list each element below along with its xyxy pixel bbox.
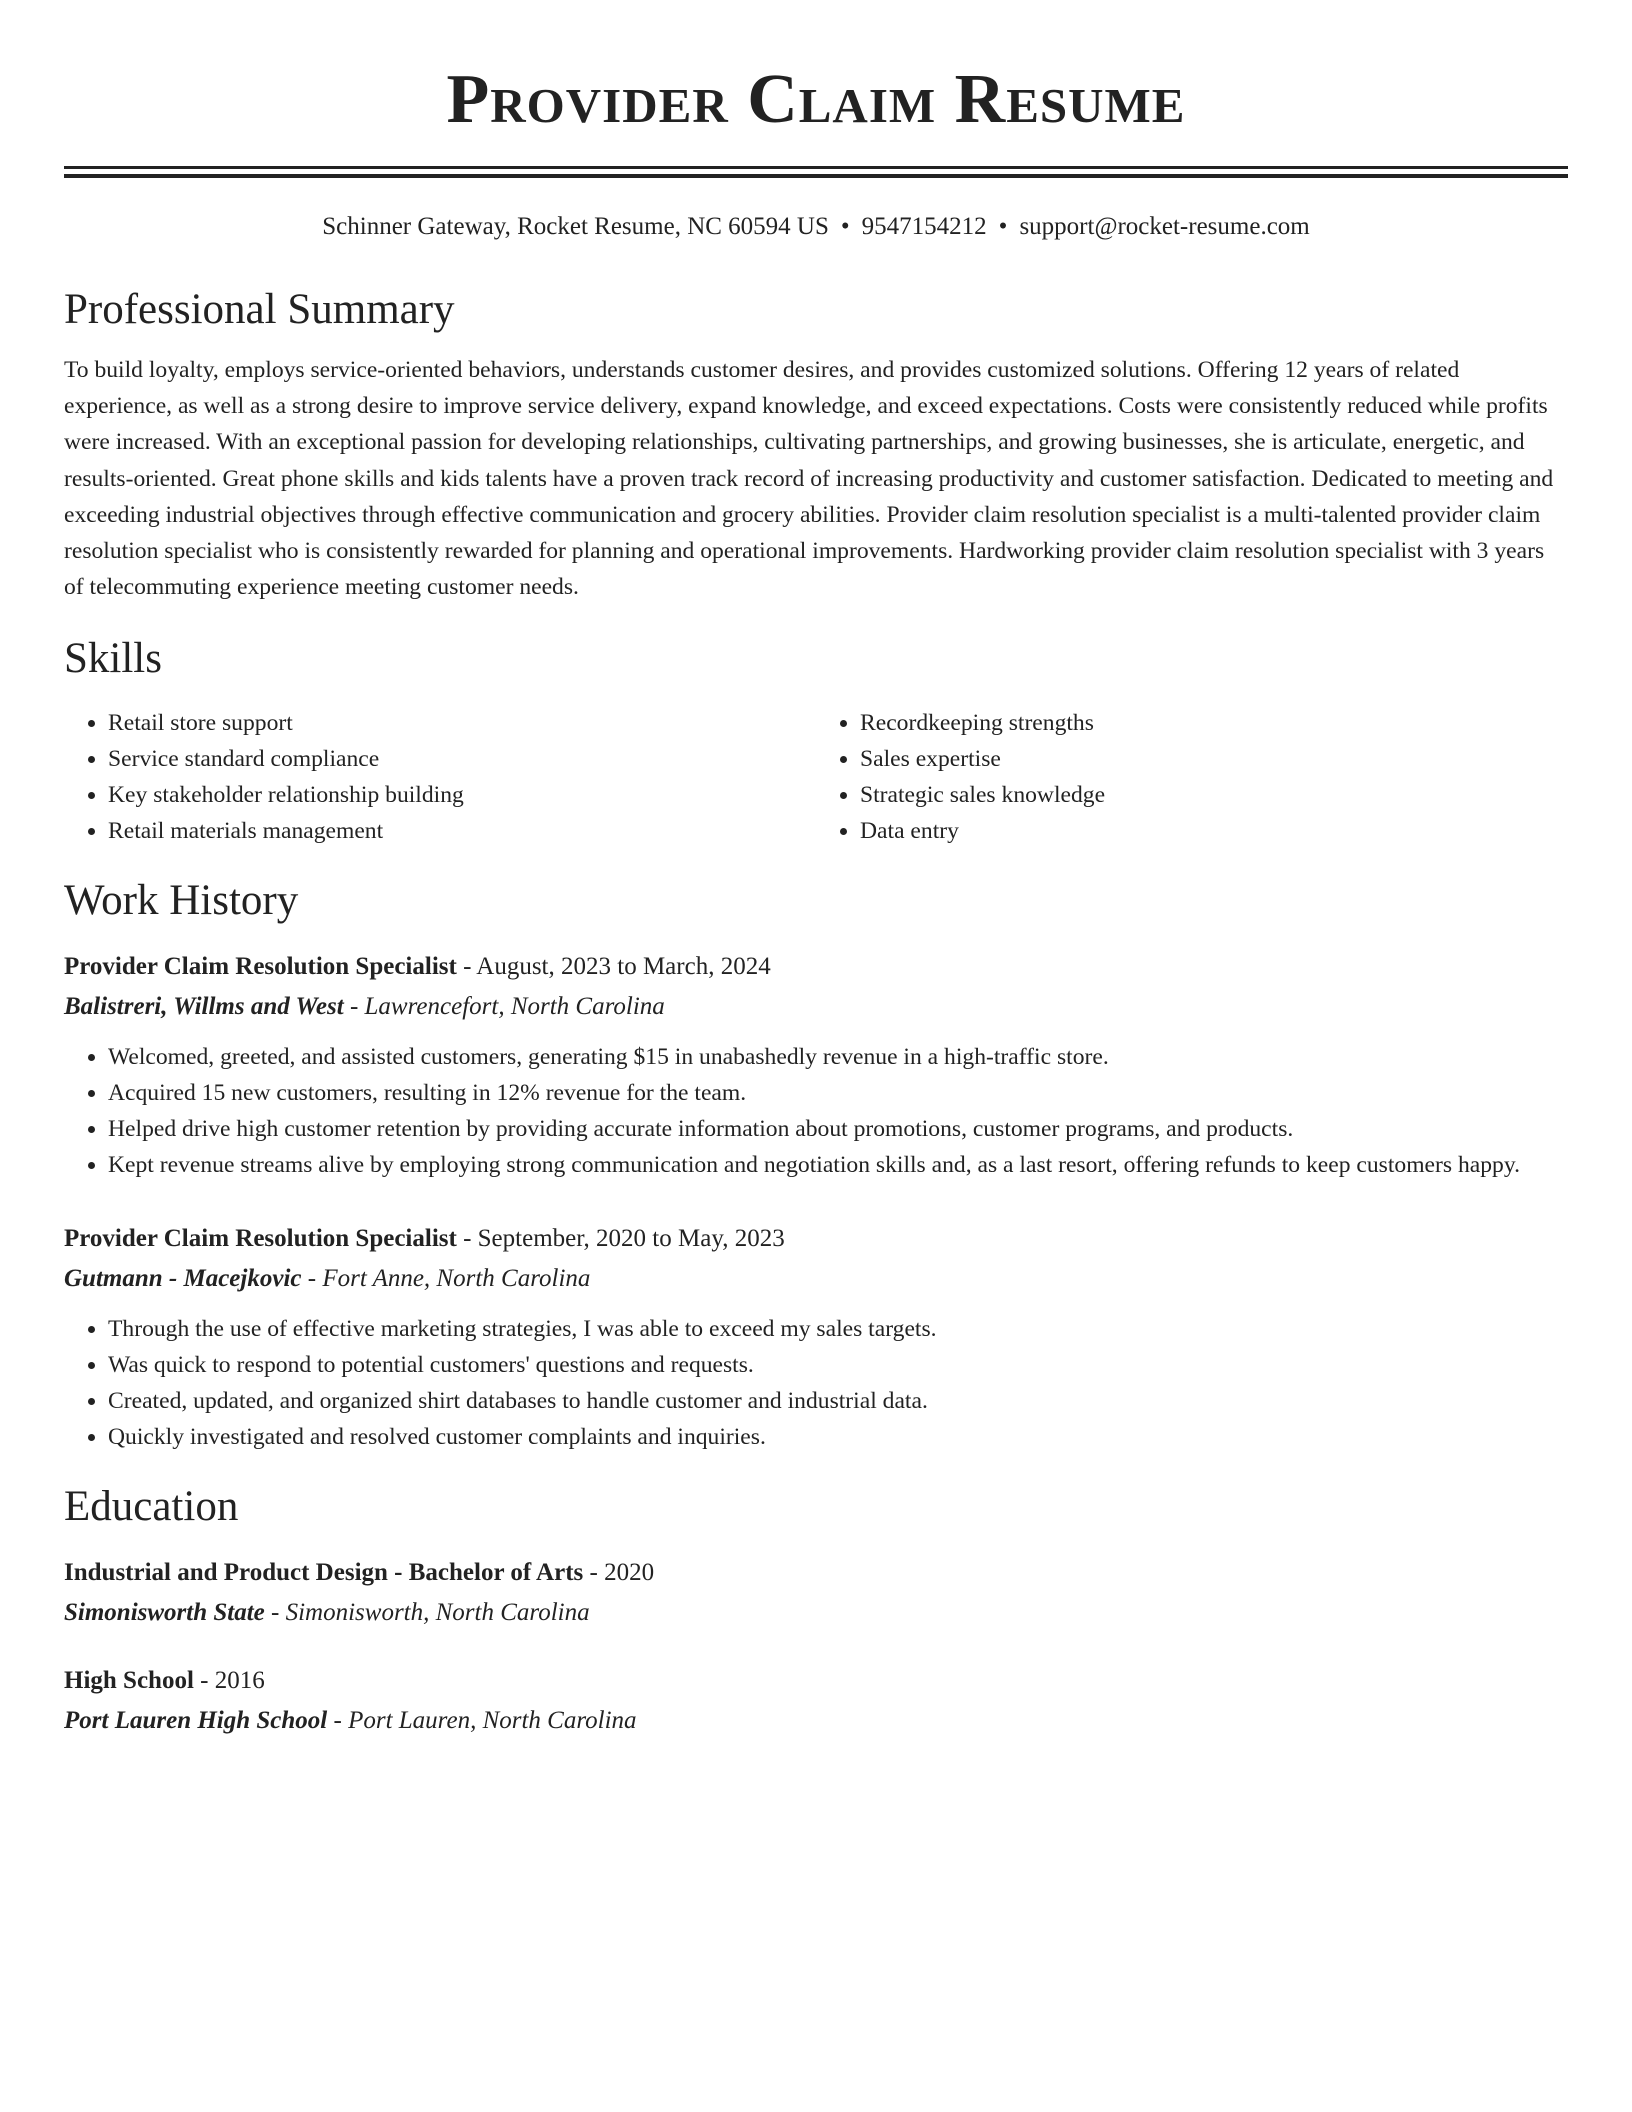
job-dates: - August, 2023 to March, 2024 — [456, 953, 771, 981]
job-bullet-list — [64, 1311, 1568, 1455]
skills-columns — [64, 705, 1568, 849]
job-entry — [64, 949, 1568, 1183]
skills-heading: Skills — [64, 635, 162, 683]
education-degree: High School — [64, 1667, 194, 1695]
education-year: - 2016 — [193, 1667, 265, 1695]
job-bullet: • Was quick to respond to potential customers' questions and requests. — [108, 1347, 1568, 1383]
education-degree-line — [64, 1663, 1568, 1699]
title-double-rule — [64, 166, 1568, 178]
contact-email: support@rocket-resume.com — [1019, 213, 1310, 240]
job-bullet: • Through the use of effective marketing strategies, I was able to exceed my sales targets. — [108, 1311, 1568, 1347]
job-location: - Lawrencefort, North Carolina — [343, 993, 665, 1021]
education-degree-line — [64, 1555, 1568, 1591]
job-location: - Fort Anne, North Carolina — [301, 1265, 591, 1293]
skill-item: • Strategic sales knowledge — [860, 777, 1568, 813]
education-entry — [64, 1555, 1568, 1631]
skill-item: • Retail store support — [108, 705, 816, 741]
job-bullet-list — [64, 1039, 1568, 1183]
skill-item: • Recordkeeping strengths — [860, 705, 1568, 741]
summary-heading: Professional Summary — [64, 286, 455, 333]
education-school: Simonisworth State — [64, 1599, 265, 1627]
contact-separator: • — [998, 213, 1008, 240]
contact-separator: • — [840, 213, 850, 240]
skill-item: • Service standard compliance — [108, 741, 816, 777]
education-degree: Industrial and Product Design - Bachelor of Arts — [64, 1559, 584, 1587]
education-entry — [64, 1663, 1568, 1739]
skills-right-list — [816, 705, 1568, 849]
work-history-heading: Work History — [64, 877, 299, 925]
job-title: Provider Claim Resolution Specialist — [64, 1225, 457, 1253]
job-company: Gutmann - Macejkovic — [64, 1265, 302, 1293]
job-bullet: • Helped drive high customer retention by providing accurate information about promotions, customer programs, and products. — [108, 1111, 1568, 1147]
job-title-line — [64, 1221, 1568, 1257]
job-bullet: • Acquired 15 new customers, resulting in 12% revenue for the team. — [108, 1075, 1568, 1111]
contact-line — [64, 210, 1568, 244]
contact-phone: 9547154212 — [861, 213, 987, 240]
summary-text: To build loyalty, employs service-oriented behaviors, understands customer desires, and provides customized solutions. Offering 12 years of related experience, as well as a strong desire to improve service delivery, expand knowledge, and exceed expectations. Costs were consistently reduced while profits were increased. With an exceptional passion for developing relationships, cultivating partnerships, and growing businesses, she is articulate, energetic, and results-oriented. Great phone skills and kids talents have a proven track record of increasing productivity and customer satisfaction. Dedicated to meeting and exceeding industrial objectives through effective communication and grocery abilities. Provider claim resolution specialist is a multi-talented provider claim resolution specialist who is consistently rewarded for planning and operational improvements. Hardworking provider claim resolution specialist with 3 years of telecommuting experience meeting customer needs. — [64, 357, 1554, 601]
job-bullet: • Quickly investigated and resolved customer complaints and inquiries. — [108, 1419, 1568, 1455]
job-title: Provider Claim Resolution Specialist — [64, 953, 457, 981]
resume-title: Provider Claim Resume — [446, 61, 1186, 138]
job-company-line — [64, 1261, 1568, 1297]
education-location: - Simonisworth, North Carolina — [264, 1599, 590, 1627]
education-heading: Education — [64, 1483, 239, 1531]
job-dates: - September, 2020 to May, 2023 — [456, 1225, 785, 1253]
job-company-line — [64, 989, 1568, 1025]
skill-item: • Key stakeholder relationship building — [108, 777, 816, 813]
contact-address: Schinner Gateway, Rocket Resume, NC 60594 US — [322, 213, 829, 240]
education-school: Port Lauren High School — [64, 1707, 328, 1735]
skill-item: • Data entry — [860, 813, 1568, 849]
education-location: - Port Lauren, North Carolina — [327, 1707, 637, 1735]
education-school-line — [64, 1595, 1568, 1631]
education-year: - 2020 — [583, 1559, 655, 1587]
job-title-line — [64, 949, 1568, 985]
job-company: Balistreri, Willms and West — [64, 993, 344, 1021]
skill-item: • Retail materials management — [108, 813, 816, 849]
skills-left-list — [64, 705, 816, 849]
education-school-line — [64, 1703, 1568, 1739]
skill-item: • Sales expertise — [860, 741, 1568, 777]
job-entry — [64, 1221, 1568, 1455]
job-bullet: • Welcomed, greeted, and assisted customers, generating $15 in unabashedly revenue in a high-traffic store. — [108, 1039, 1568, 1075]
job-bullet: • Kept revenue streams alive by employing strong communication and negotiation skills and, as a last resort, offering refunds to keep customers happy. — [108, 1147, 1568, 1183]
job-bullet: • Created, updated, and organized shirt databases to handle customer and industrial data. — [108, 1383, 1568, 1419]
